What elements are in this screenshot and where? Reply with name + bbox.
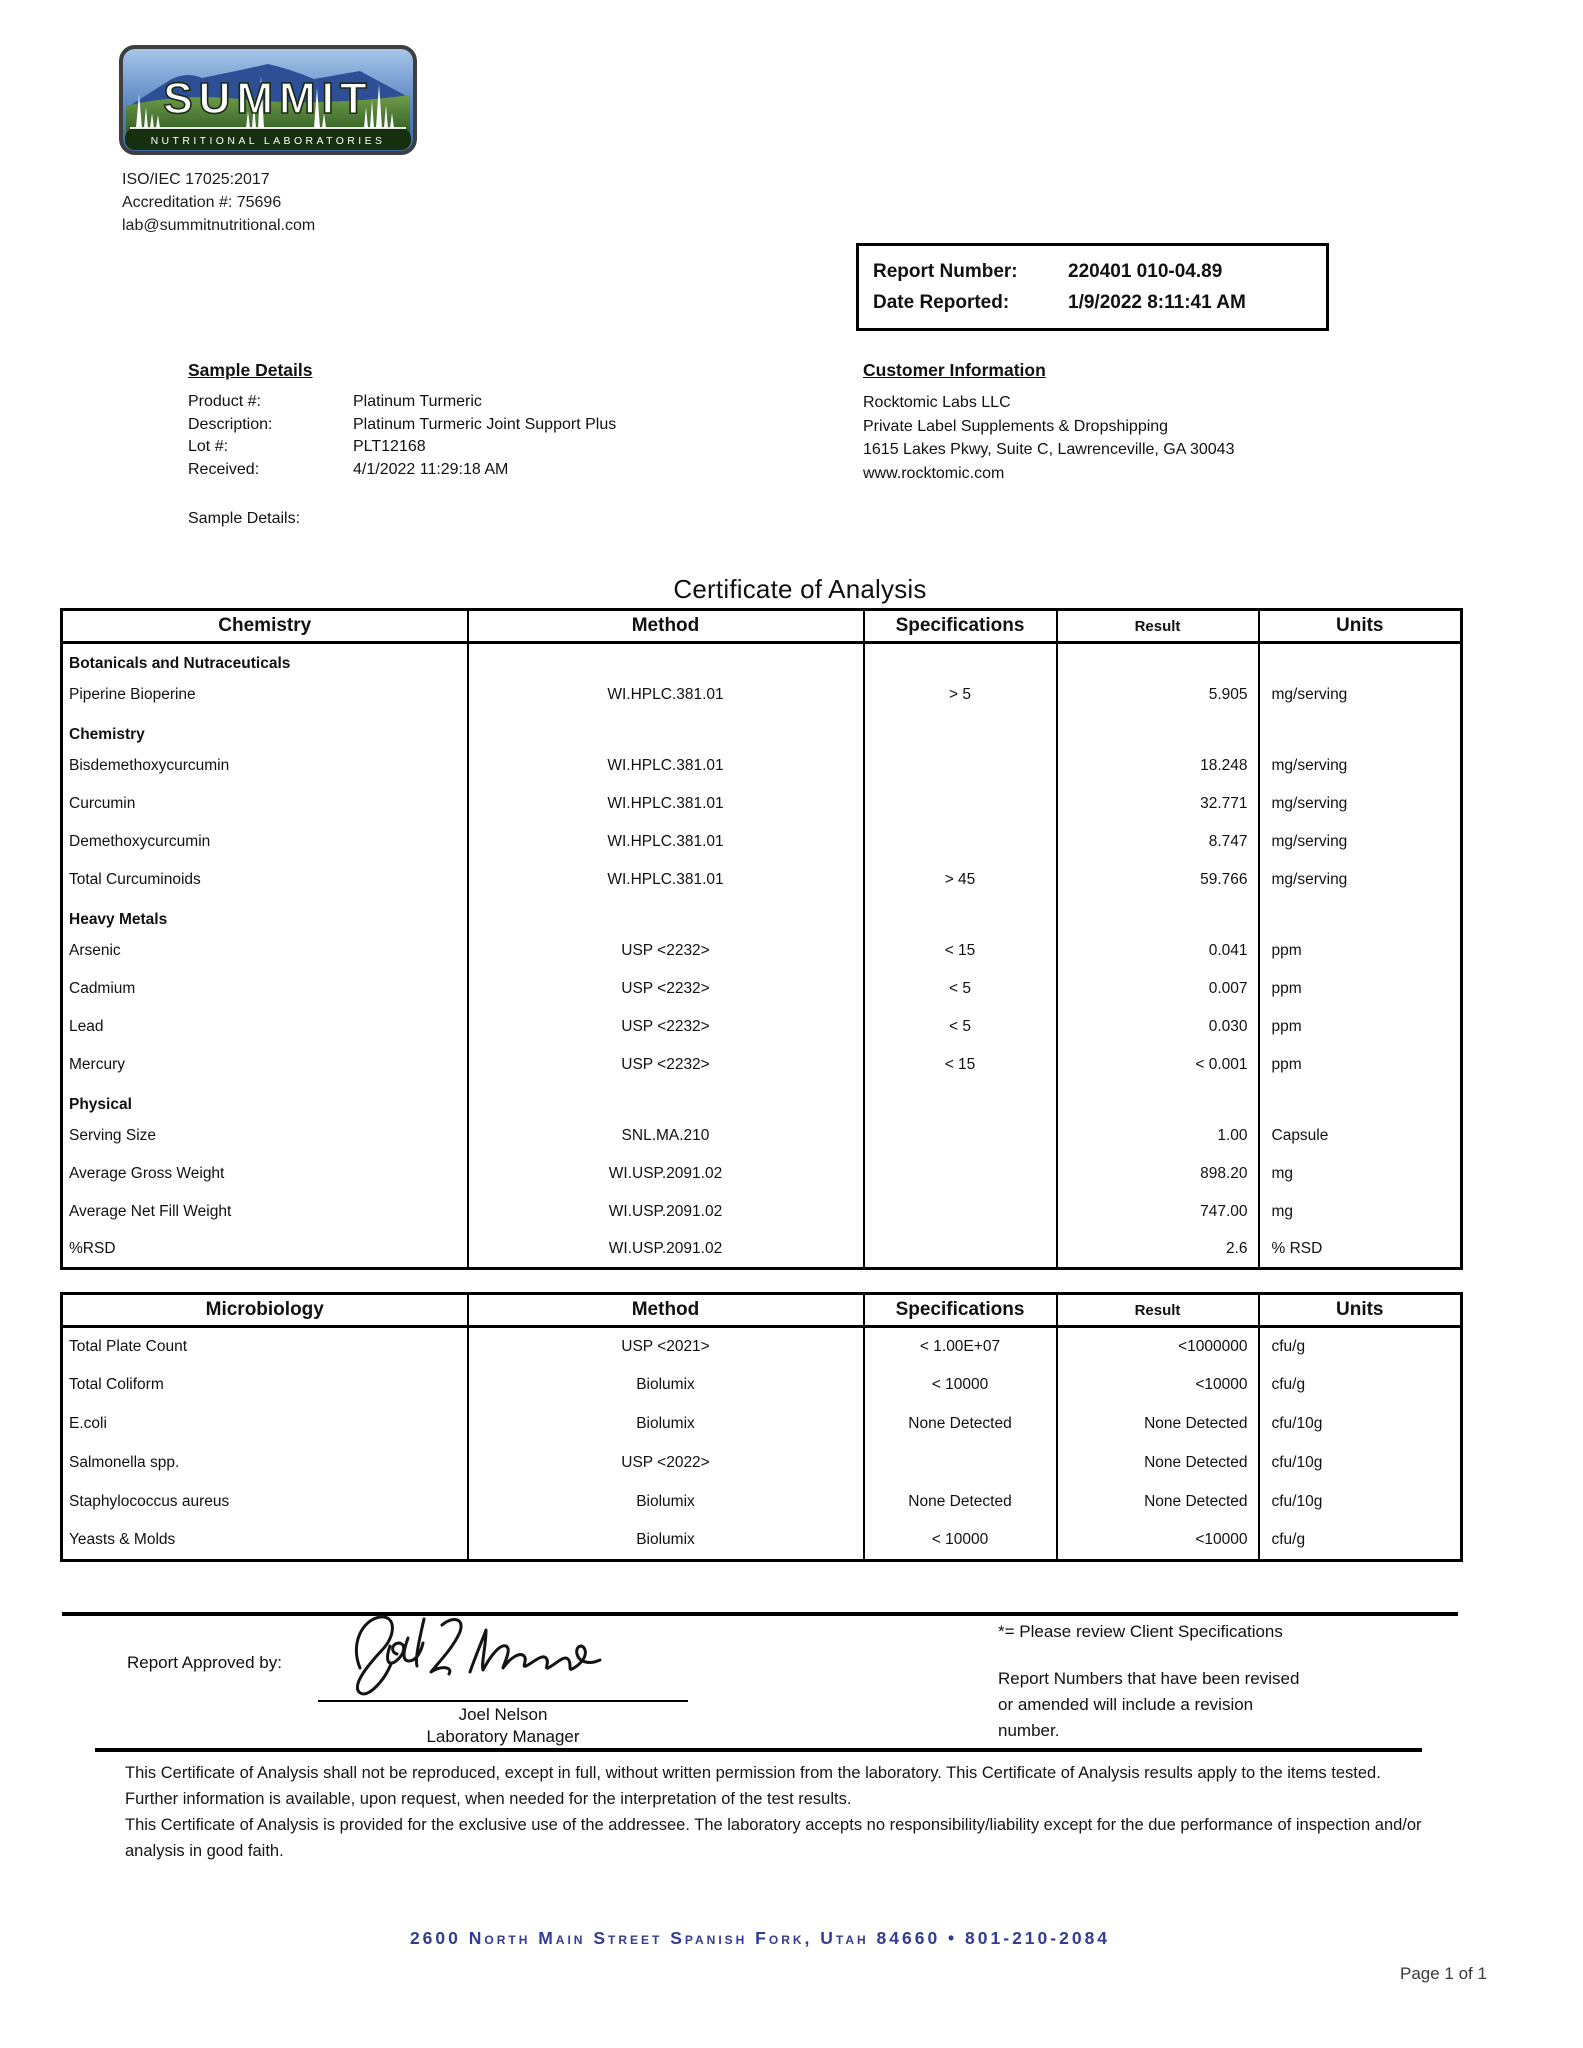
date-reported-value: 1/9/2022 8:11:41 AM — [1068, 292, 1246, 313]
result-cell — [1057, 714, 1259, 747]
units-cell: cfu/g — [1259, 1522, 1462, 1561]
analyte-cell: %RSD — [62, 1231, 468, 1269]
units-cell: ppm — [1259, 970, 1462, 1008]
units-cell — [1259, 899, 1462, 932]
result-cell: <10000 — [1057, 1366, 1259, 1405]
table-data-row — [62, 1444, 1462, 1483]
method-cell — [468, 714, 864, 747]
analyte-cell: Average Gross Weight — [62, 1155, 468, 1193]
lot-number-label: Lot #: — [188, 438, 229, 455]
units-cell: cfu/10g — [1259, 1444, 1462, 1483]
specification-cell — [864, 747, 1057, 785]
column-header-units: Units — [1259, 610, 1462, 643]
analyte-cell: Mercury — [62, 1046, 468, 1084]
description-label: Description: — [188, 415, 273, 433]
table-data-row — [62, 747, 1462, 785]
accreditation-number: Accreditation #: 75696 — [122, 194, 282, 211]
description-row — [188, 414, 616, 437]
units-cell: Capsule — [1259, 1117, 1462, 1155]
method-cell: USP <2232> — [468, 1008, 864, 1046]
report-number-value: 220401 010-04.89 — [1068, 261, 1223, 282]
divider-line-bottom — [95, 1748, 1422, 1752]
method-cell: USP <2232> — [468, 1046, 864, 1084]
table-data-row — [62, 785, 1462, 823]
result-cell: 8.747 — [1057, 823, 1259, 861]
result-cell — [1057, 643, 1259, 676]
column-header-specifications: Specifications — [864, 1294, 1057, 1327]
specification-cell: < 10000 — [864, 1366, 1057, 1405]
method-cell: SNL.MA.210 — [468, 1117, 864, 1155]
specification-cell — [864, 643, 1057, 676]
units-cell — [1259, 714, 1462, 747]
result-cell: <10000 — [1057, 1522, 1259, 1561]
units-cell: mg — [1259, 1193, 1462, 1231]
units-cell: mg/serving — [1259, 785, 1462, 823]
signer-title: Laboratory Manager — [426, 1727, 580, 1746]
disclaimer-paragraph-1: This Certificate of Analysis shall not be reproduced, except in full, without written permission from the laboratory. This Certificate of Analysis results apply to the items tested. Further information is available, upon request, when needed for the interpretation of the test results. — [125, 1764, 1381, 1808]
method-cell: USP <2232> — [468, 970, 864, 1008]
method-cell — [468, 1084, 864, 1117]
analyte-cell: Yeasts & Molds — [62, 1522, 468, 1561]
units-cell: ppm — [1259, 1046, 1462, 1084]
method-cell: WI.HPLC.381.01 — [468, 785, 864, 823]
analyte-cell: Physical — [62, 1084, 468, 1117]
table-data-row — [62, 1483, 1462, 1522]
result-cell: 1.00 — [1057, 1117, 1259, 1155]
table-data-row — [62, 823, 1462, 861]
analyte-cell: Curcumin — [62, 785, 468, 823]
report-approved-by-label: Report Approved by: — [127, 1653, 282, 1672]
table-data-row — [62, 1193, 1462, 1231]
specification-cell: None Detected — [864, 1405, 1057, 1444]
customer-information-block — [863, 360, 1234, 485]
method-cell: USP <2021> — [468, 1327, 864, 1366]
units-cell: ppm — [1259, 932, 1462, 970]
lab-street-address: 2600 North Main Street Spanish Fork, Utah 84660 • 801-210-2084 — [409, 1928, 1111, 1948]
disclaimer-paragraph-2: This Certificate of Analysis is provided for the exclusive use of the addressee. The laboratory accepts no responsibility/liability except for the due performance of inspection and/or analysis in good faith. — [125, 1816, 1422, 1860]
specification-cell — [864, 823, 1057, 861]
revision-note: Report Numbers that have been revised or amended will include a revision number. — [998, 1669, 1300, 1740]
units-cell: cfu/10g — [1259, 1483, 1462, 1522]
table-data-row — [62, 1366, 1462, 1405]
logo-wordmark: SUMMIT — [163, 74, 373, 123]
column-header-result: Result — [1057, 1294, 1259, 1327]
specification-cell — [864, 899, 1057, 932]
disclaimer-block — [125, 1760, 1425, 1864]
units-cell: cfu/g — [1259, 1327, 1462, 1366]
result-cell: 2.6 — [1057, 1231, 1259, 1269]
column-header-microbiology: Microbiology — [62, 1294, 468, 1327]
units-cell: mg/serving — [1259, 823, 1462, 861]
received-label: Received: — [188, 460, 260, 478]
units-cell: mg — [1259, 1155, 1462, 1193]
chemistry-table — [60, 608, 1463, 1270]
result-cell: None Detected — [1057, 1405, 1259, 1444]
method-cell — [468, 899, 864, 932]
result-cell: <1000000 — [1057, 1327, 1259, 1366]
method-cell: WI.HPLC.381.01 — [468, 861, 864, 899]
specification-cell: < 1.00E+07 — [864, 1327, 1057, 1366]
logo-tagline: NUTRITIONAL LABORATORIES — [150, 135, 386, 147]
sample-details-block — [188, 360, 616, 481]
specification-cell: < 15 — [864, 932, 1057, 970]
units-cell: cfu/10g — [1259, 1405, 1462, 1444]
table-section-row — [62, 899, 1462, 932]
method-cell: WI.USP.2091.02 — [468, 1231, 864, 1269]
customer-address: 1615 Lakes Pkwy, Suite C, Lawrenceville, GA 30043 — [863, 441, 1235, 458]
report-number-row — [873, 256, 1312, 287]
column-header-result: Result — [1057, 610, 1259, 643]
analyte-cell: Salmonella spp. — [62, 1444, 468, 1483]
customer-website: www.rocktomic.com — [863, 464, 1005, 482]
customer-tagline: Private Label Supplements & Dropshipping — [863, 417, 1169, 435]
method-cell: Biolumix — [468, 1522, 864, 1561]
table-section-row — [62, 643, 1462, 676]
date-reported-label: Date Reported: — [873, 292, 1010, 313]
result-cell: 0.041 — [1057, 932, 1259, 970]
specification-cell — [864, 1193, 1057, 1231]
analyte-cell: Lead — [62, 1008, 468, 1046]
result-cell: None Detected — [1057, 1444, 1259, 1483]
units-cell — [1259, 643, 1462, 676]
description-value: Platinum Turmeric Joint Support Plus — [353, 415, 617, 433]
analyte-cell: Total Plate Count — [62, 1327, 468, 1366]
analyte-cell: Chemistry — [62, 714, 468, 747]
method-cell: WI.USP.2091.02 — [468, 1193, 864, 1231]
units-cell: mg/serving — [1259, 861, 1462, 899]
specification-cell — [864, 1231, 1057, 1269]
table-data-row — [62, 861, 1462, 899]
received-value: 4/1/2022 11:29:18 AM — [353, 460, 509, 478]
sample-details-heading: Sample Details — [188, 360, 313, 380]
signature-line — [318, 1700, 688, 1702]
method-cell: WI.USP.2091.02 — [468, 1155, 864, 1193]
column-header-method: Method — [468, 1294, 864, 1327]
analyte-cell: Total Curcuminoids — [62, 861, 468, 899]
chemistry-header-row — [62, 610, 1462, 643]
specification-cell — [864, 1155, 1057, 1193]
analyte-cell: Average Net Fill Weight — [62, 1193, 468, 1231]
analyte-cell: Heavy Metals — [62, 899, 468, 932]
units-cell: ppm — [1259, 1008, 1462, 1046]
result-cell: < 0.001 — [1057, 1046, 1259, 1084]
table-section-row — [62, 714, 1462, 747]
column-header-method: Method — [468, 610, 864, 643]
lab-email: lab@summitnutritional.com — [122, 217, 316, 234]
units-cell: % RSD — [1259, 1231, 1462, 1269]
specification-cell: < 10000 — [864, 1522, 1057, 1561]
analyte-cell: Cadmium — [62, 970, 468, 1008]
accreditation-block — [122, 168, 315, 237]
signature-image — [330, 1608, 630, 1704]
result-cell: None Detected — [1057, 1483, 1259, 1522]
received-row — [188, 459, 616, 482]
specification-cell: < 5 — [864, 970, 1057, 1008]
page-title: Certificate of Analysis — [673, 574, 927, 604]
method-cell: WI.HPLC.381.01 — [468, 676, 864, 714]
table-data-row — [62, 970, 1462, 1008]
method-cell: WI.HPLC.381.01 — [468, 823, 864, 861]
result-cell — [1057, 1084, 1259, 1117]
result-cell: 59.766 — [1057, 861, 1259, 899]
analyte-cell: Arsenic — [62, 932, 468, 970]
method-cell: USP <2232> — [468, 932, 864, 970]
report-info-box — [856, 243, 1329, 331]
specification-cell — [864, 1444, 1057, 1483]
table-data-row — [62, 1231, 1462, 1269]
specification-cell — [864, 785, 1057, 823]
table-data-row — [62, 1046, 1462, 1084]
specification-cell: < 15 — [864, 1046, 1057, 1084]
specification-cell — [864, 1117, 1057, 1155]
method-cell: USP <2022> — [468, 1444, 864, 1483]
specification-cell: < 5 — [864, 1008, 1057, 1046]
result-cell: 18.248 — [1057, 747, 1259, 785]
divider-line-top — [62, 1612, 1458, 1616]
client-specifications-note: *= Please review Client Specifications — [998, 1622, 1283, 1641]
result-cell — [1057, 899, 1259, 932]
specification-cell: > 5 — [864, 676, 1057, 714]
column-header-units: Units — [1259, 1294, 1462, 1327]
units-cell: cfu/g — [1259, 1366, 1462, 1405]
iso-standard: ISO/IEC 17025:2017 — [122, 171, 270, 188]
specification-cell: > 45 — [864, 861, 1057, 899]
lab-logo — [118, 44, 418, 161]
method-cell: Biolumix — [468, 1483, 864, 1522]
analyte-cell: Demethoxycurcumin — [62, 823, 468, 861]
table-data-row — [62, 932, 1462, 970]
result-cell: 5.905 — [1057, 676, 1259, 714]
analyte-cell: Bisdemethoxycurcumin — [62, 747, 468, 785]
result-cell: 747.00 — [1057, 1193, 1259, 1231]
result-cell: 32.771 — [1057, 785, 1259, 823]
lot-number-value: PLT12168 — [353, 438, 426, 455]
method-cell: WI.HPLC.381.01 — [468, 747, 864, 785]
specification-cell — [864, 714, 1057, 747]
microbiology-table — [60, 1292, 1463, 1562]
analyte-cell: Staphylococcus aureus — [62, 1483, 468, 1522]
customer-information-heading: Customer Information — [863, 360, 1046, 380]
sample-details-extra-label: Sample Details: — [188, 510, 301, 527]
table-data-row — [62, 1008, 1462, 1046]
signer-name: Joel Nelson — [458, 1705, 548, 1724]
table-data-row — [62, 1327, 1462, 1366]
table-data-row — [62, 1522, 1462, 1561]
analyte-cell: Serving Size — [62, 1117, 468, 1155]
result-cell: 898.20 — [1057, 1155, 1259, 1193]
table-data-row — [62, 1117, 1462, 1155]
table-data-row — [62, 676, 1462, 714]
product-number-label: Product #: — [188, 393, 261, 410]
table-data-row — [62, 1405, 1462, 1444]
units-cell: mg/serving — [1259, 676, 1462, 714]
page-number: Page 1 of 1 — [1400, 1964, 1487, 1983]
product-number-value: Platinum Turmeric — [353, 393, 482, 410]
units-cell — [1259, 1084, 1462, 1117]
column-header-specifications: Specifications — [864, 610, 1057, 643]
result-cell: 0.007 — [1057, 970, 1259, 1008]
method-cell: Biolumix — [468, 1405, 864, 1444]
table-data-row — [62, 1155, 1462, 1193]
lot-number-row — [188, 436, 616, 459]
column-header-chemistry: Chemistry — [62, 610, 468, 643]
table-section-row — [62, 1084, 1462, 1117]
method-cell: Biolumix — [468, 1366, 864, 1405]
analyte-cell: Piperine Bioperine — [62, 676, 468, 714]
result-cell: 0.030 — [1057, 1008, 1259, 1046]
analyte-cell: E.coli — [62, 1405, 468, 1444]
product-number-row — [188, 391, 616, 414]
specification-cell — [864, 1084, 1057, 1117]
microbiology-header-row — [62, 1294, 1462, 1327]
customer-name: Rocktomic Labs LLC — [863, 394, 1011, 411]
specification-cell: None Detected — [864, 1483, 1057, 1522]
summit-logo-image — [118, 44, 418, 156]
analyte-cell: Botanicals and Nutraceuticals — [62, 643, 468, 676]
analyte-cell: Total Coliform — [62, 1366, 468, 1405]
method-cell — [468, 643, 864, 676]
date-reported-row — [873, 287, 1312, 318]
units-cell: mg/serving — [1259, 747, 1462, 785]
report-number-label: Report Number: — [873, 261, 1018, 282]
